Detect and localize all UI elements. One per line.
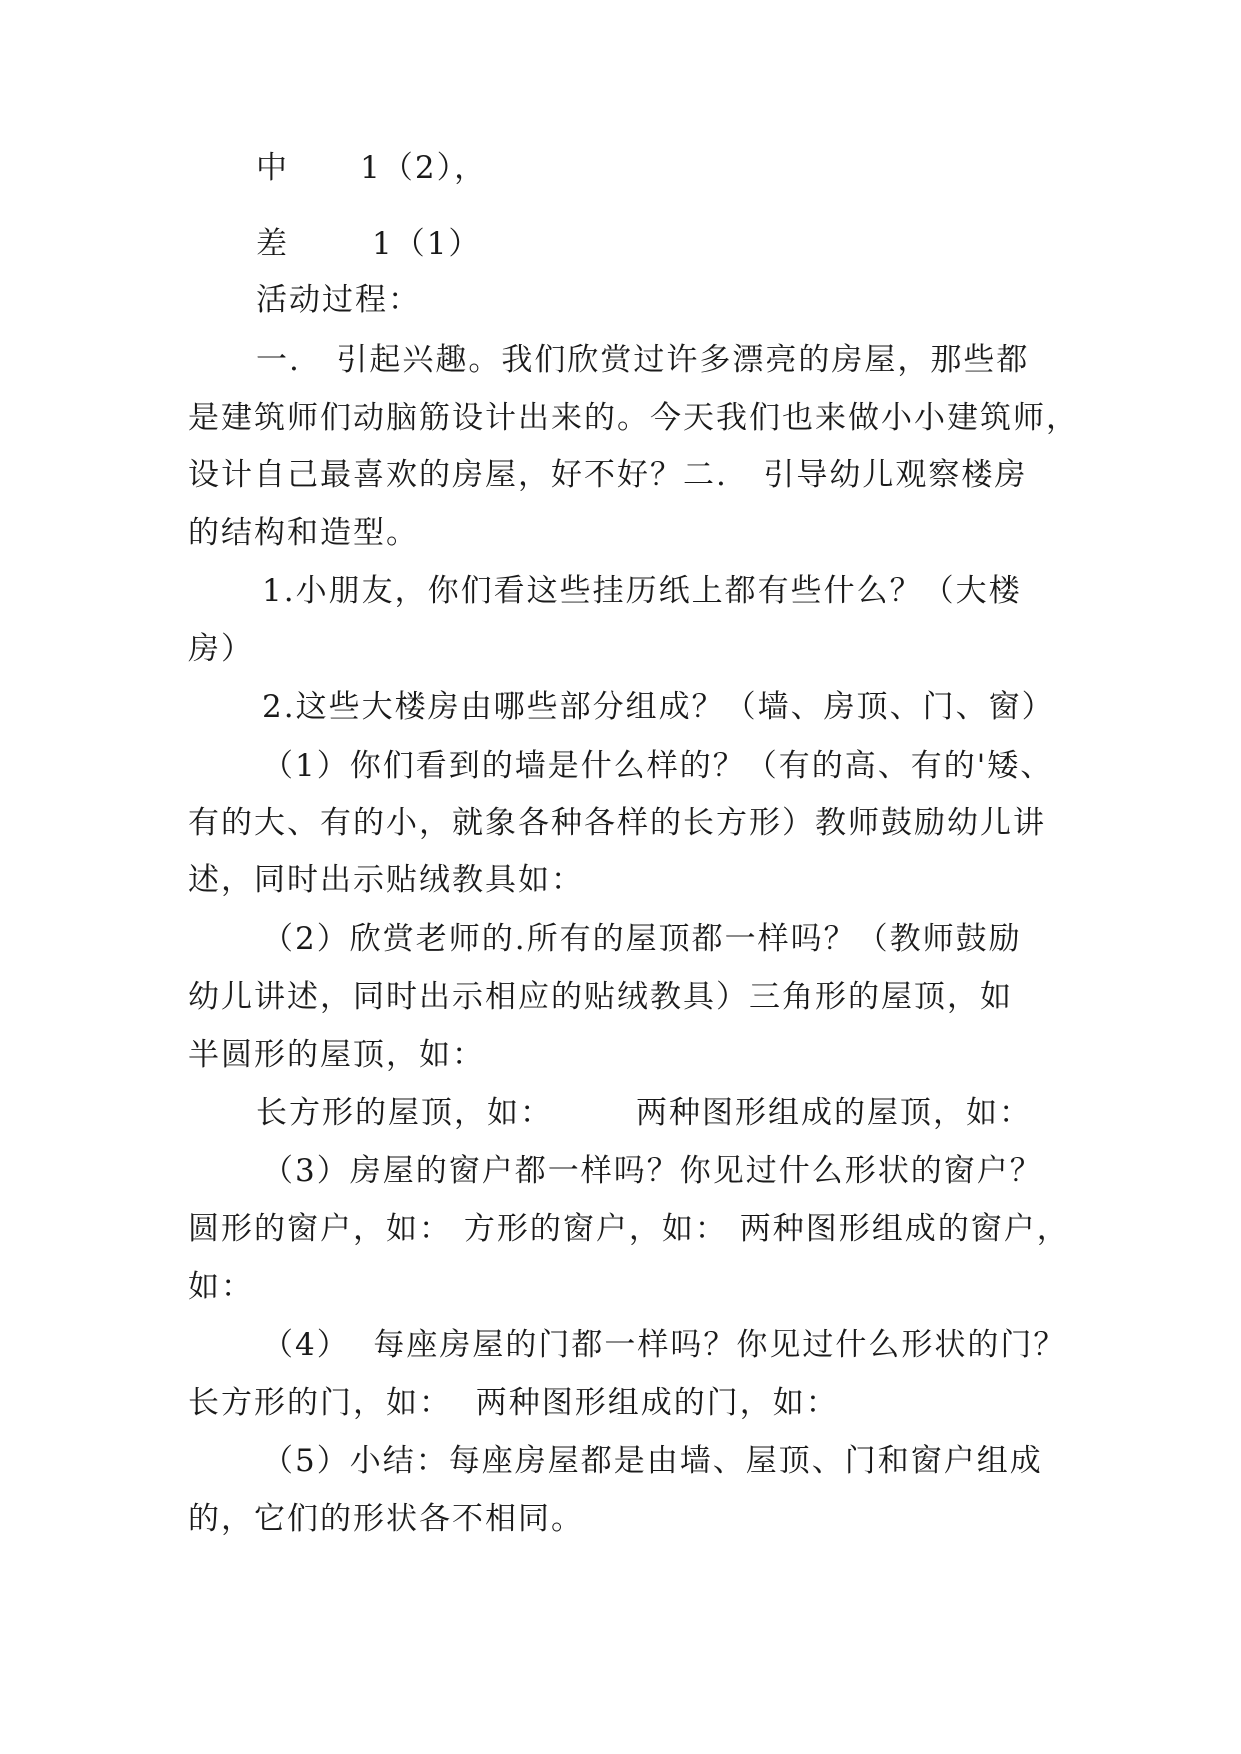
- text-line-20: 如：: [188, 1269, 254, 1305]
- text-line-23: （5）小结：每座房屋都是由墙、屋顶、门和窗户组成: [262, 1443, 1043, 1479]
- text-line-17: 长方形的屋顶，如： 两种图形组成的屋顶，如：: [256, 1095, 1032, 1131]
- text-line-8: 1.小朋友，你们看这些挂历纸上都有些什么？（大楼: [262, 573, 1022, 609]
- text-line-10: 2.这些大楼房由哪些部分组成？（墙、房顶、门、窗）: [262, 689, 1055, 725]
- text-line-19: 圆形的窗户，如： 方形的窗户，如： 两种图形组成的窗户，: [188, 1211, 1070, 1247]
- text-line-14: （2）欣赏老师的.所有的屋顶都一样吗？（教师鼓励: [262, 921, 1022, 957]
- text-line-22: 长方形的门，如： 两种图形组成的门，如：: [188, 1385, 839, 1421]
- text-line-24: 的，它们的形状各不相同。: [188, 1501, 584, 1537]
- text-line-1: 中 1（2），: [256, 150, 488, 186]
- text-line-5: 是建筑师们动脑筋设计出来的。今天我们也来做小小建筑师，: [188, 400, 1079, 436]
- text-line-13: 述，同时出示贴绒教具如：: [188, 862, 584, 898]
- text-line-4: 一. 引起兴趣。我们欣赏过许多漂亮的房屋，那些都: [256, 342, 1030, 378]
- text-line-2: 差 1（1）: [256, 226, 482, 262]
- text-line-6: 设计自己最喜欢的房屋，好不好？二. 引导幼儿观察楼房: [188, 457, 1028, 493]
- text-line-11: （1）你们看到的墙是什么样的？（有的高、有的'矮、: [262, 748, 1054, 784]
- text-line-18: （3）房屋的窗户都一样吗？你见过什么形状的窗户？: [262, 1153, 1043, 1189]
- text-line-16: 半圆形的屋顶，如：: [188, 1037, 485, 1073]
- text-line-7: 的结构和造型。: [188, 515, 419, 551]
- text-line-12: 有的大、有的小，就象各种各样的长方形）教师鼓励幼儿讲: [188, 805, 1046, 841]
- text-line-15: 幼儿讲述，同时出示相应的贴绒教具）三角形的屋顶，如: [188, 979, 1013, 1015]
- text-line-9: 房）: [188, 631, 254, 667]
- text-line-21: （4） 每座房屋的门都一样吗？你见过什么形状的门？: [262, 1327, 1067, 1363]
- text-line-3: 活动过程：: [256, 282, 421, 318]
